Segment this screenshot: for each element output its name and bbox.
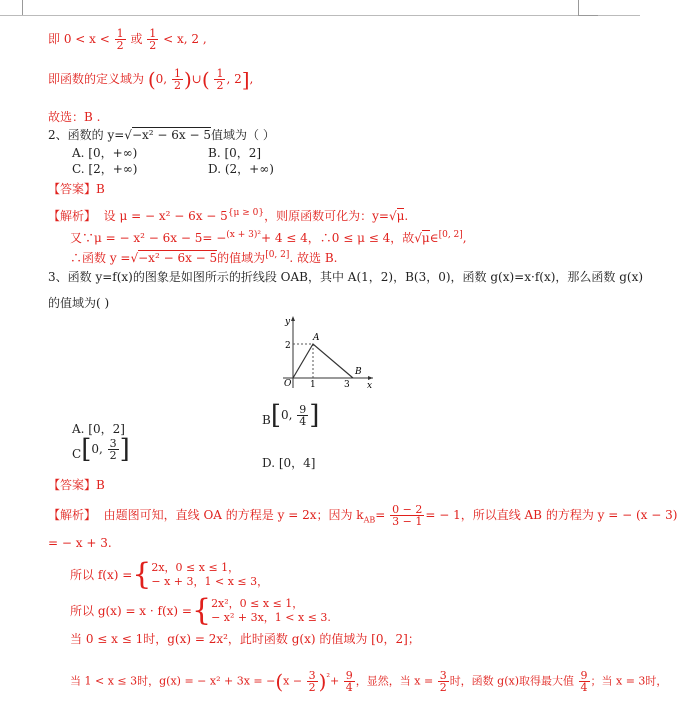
- answer-2: 【答案】B: [48, 182, 105, 196]
- analysis-3-line-5: 当 0 ≤ x ≤ 1时，g(x) = 2x²，此时函数 g(x) 的值域为 [0，2]；: [70, 632, 420, 646]
- crop-mark-left: [22, 0, 23, 15]
- text: 即函数的定义域为: [48, 72, 145, 86]
- polyline-oab: [293, 344, 353, 378]
- q2-option-c: C. [2，+∞): [72, 162, 138, 176]
- tick-1: 1: [310, 380, 316, 390]
- crop-mark-right: [578, 0, 579, 15]
- solution-line-1: [48, 28, 207, 51]
- analysis-3-gx: 所以 g(x) = x · f(x) ={2x²，0 ≤ x ≤ 1， − x² + 3x，1 < x ≤ 3.: [70, 593, 331, 628]
- q2-option-b: B. [0，2]: [208, 146, 262, 160]
- analysis-2-line-2: 又∵μ = − x² − 6x − 5= −$^{(x + 3)^2}$+ 4 ≤ 4，∴0 ≤ μ ≤ 4，故√μ∈[0, 2],: [70, 230, 467, 245]
- text: < x, 2 ,: [163, 32, 207, 46]
- point-b-label: B: [355, 367, 362, 377]
- q3-option-c: C[0, $\frac{3}{2}$ ]: [72, 434, 130, 465]
- x-label: x: [367, 381, 373, 391]
- q2-option-d: D. (2，+∞): [208, 162, 274, 176]
- fraction: $\frac{1}{2}$: [149, 27, 157, 52]
- fraction: $\frac{1}{2}$: [116, 27, 124, 52]
- text: 即 0 < x <: [48, 32, 110, 46]
- tick-2: 2: [285, 341, 291, 351]
- y-label: y: [285, 317, 291, 327]
- question-3-stem: 3、函数 y=f(x)的图象是如图所示的折线段 OAB，其中 A(1，2)，B(3，0)，函数 g(x)=x·f(x)，那么函数 g(x): [48, 270, 644, 284]
- analysis-3-line-1: 【解析】 由题图可知，直线 OA 的方程是 y = 2x；因为 $k_{AB}=$ $\frac{0 - 2}{3 - 1}$ = − 1，所以直线 AB 的方程为 y = − (x − 3): [48, 503, 677, 528]
- q3-option-d: D. [0，4]: [262, 456, 316, 470]
- analysis-3-line-6: 当 1 < x ≤ 3时，g(x) = − x² + 3x = −(x − $\frac{3}{2}$ )$^{^2}$+ $\frac{9}{4}$ ，显然，当 x = $\frac{3}{2}$ 时，函数 g(x)取得最大值 $\frac{9}{4}$ ；当 x = 3时，: [70, 669, 668, 694]
- page-top-border: [0, 15, 640, 16]
- point-a-label: A: [313, 333, 320, 343]
- question-2-stem: 2、函数的 y=√−x² − 6x − 5值域为（ ）: [48, 128, 275, 142]
- choose-b-line: 故选：B .: [48, 110, 101, 124]
- analysis-3-line-2: = − x + 3.: [48, 536, 112, 550]
- text: 或: [130, 32, 143, 46]
- q3-option-b: B[0, $\frac{9}{4}$ ]: [262, 400, 320, 431]
- fraction: $\frac{1}{2}$: [216, 67, 224, 92]
- tick-3: 3: [344, 380, 350, 390]
- fraction: $\frac{1}{2}$: [173, 67, 181, 92]
- origin-label: O: [284, 379, 292, 389]
- analysis-3-fx: 所以 f(x) ={2x，0 ≤ x ≤ 1， − x + 3，1 < x ≤ 3，: [70, 557, 269, 592]
- q3-option-a: A. [0，2]: [72, 422, 125, 436]
- solution-line-2: 即函数的定义域为 (0, $\frac{1}{2}$ )∪( $\frac{1}{2}$ , 2],: [48, 67, 254, 92]
- analysis-2-line-3: ∴函数 y =√−x² − 6x − 5的值域为[0, 2]. 故选 B.: [70, 250, 338, 265]
- q2-option-a: A. [0，+∞): [72, 146, 138, 160]
- polyline-graph: [275, 312, 380, 390]
- analysis-2-line-1: 【解析】 设 μ = − $x^2 - 6x - 5^{\{\mu \ge 0\}}$，则原函数可化为：y=√μ.: [48, 208, 409, 223]
- answer-3: 【答案】B: [48, 478, 105, 492]
- crop-mark-right-h: [578, 15, 598, 16]
- question-3-stem-2: 的值域为( ): [48, 296, 110, 310]
